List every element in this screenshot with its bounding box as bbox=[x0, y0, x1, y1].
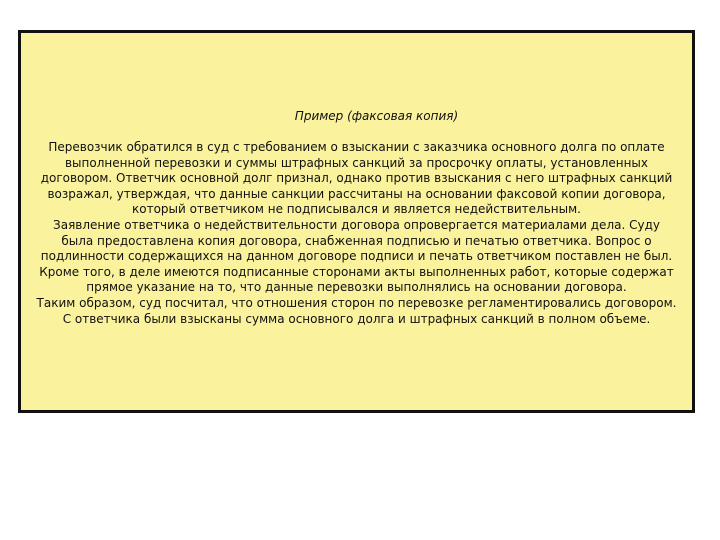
body-line: прямое указание на то, что данные перевозки выполнялись на основании договора. bbox=[86, 280, 627, 295]
body-line: договором. Ответчик основной долг признал, однако против взыскания с него штрафных санкций bbox=[40, 171, 673, 186]
document-body bbox=[29, 140, 684, 327]
body-line: подлинности содержащихся на данном договоре подписи и печать ответчиком поставлен не был. bbox=[40, 249, 673, 264]
text-card bbox=[18, 30, 695, 413]
body-line: Таким образом, суд посчитал, что отношения сторон по перевозке регламентировались договором. bbox=[36, 295, 677, 310]
body-line: который ответчиком не подписывался и является недействительным. bbox=[132, 202, 581, 217]
body-line: была предоставлена копия договора, снабженная подписью и печатью ответчика. Вопрос о bbox=[61, 233, 652, 248]
body-line: Кроме того, в деле имеются подписанные сторонами акты выполненных работ, которые содержат bbox=[39, 264, 674, 279]
body-line: Заявление ответчика о недействительности договора опровергается материалами дела. Суду bbox=[53, 217, 660, 232]
body-line: Перевозчик обратился в суд с требованием о взыскании с заказчика основного долга по оплате bbox=[48, 140, 665, 154]
body-line: выполненной перевозки и суммы штрафных санкций за просрочку оплаты, установленных bbox=[64, 155, 649, 170]
body-line: возражал, утверждая, что данные санкции рассчитаны на основании факсовой копии договора, bbox=[47, 186, 666, 201]
document-title: Пример (факсовая копия) bbox=[294, 109, 459, 123]
body-line: С ответчика были взысканы сумма основного долга и штрафных санкций в полном объеме. bbox=[62, 311, 651, 326]
